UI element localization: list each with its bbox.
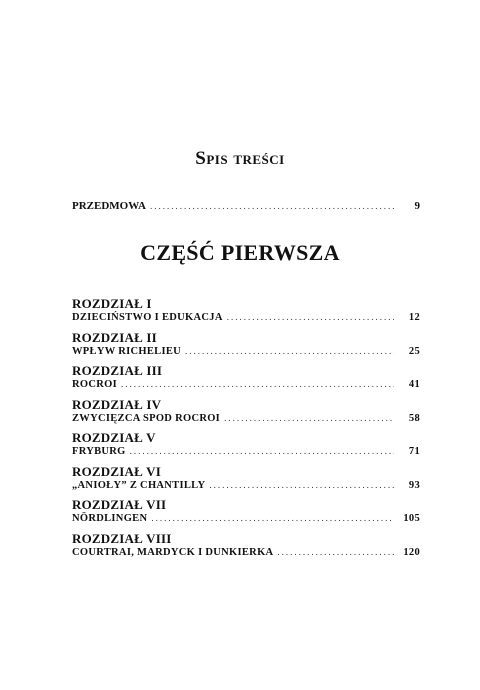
- chapter-number: ROZDZIAŁ VI: [72, 463, 162, 479]
- chapter-page-number: 120: [403, 546, 420, 558]
- chapter-line: [72, 378, 420, 391]
- chapter-title: ROCROI: [72, 379, 117, 390]
- chapter-line: [72, 479, 420, 492]
- part-title: CZĘŚĆ PIERWSZA: [140, 240, 340, 265]
- chapter-page-number: 71: [408, 446, 420, 457]
- chapter-page-number: 12: [408, 312, 420, 323]
- dot-leader: [277, 546, 394, 559]
- chapter-entry: [72, 464, 420, 498]
- chapter-entry: [72, 531, 420, 565]
- chapter-entry: [72, 330, 420, 364]
- chapter-number: ROZDZIAŁ I: [72, 296, 152, 311]
- preface-page-number: 9: [414, 200, 420, 212]
- chapter-entry: [72, 296, 420, 330]
- chapter-title: FRYBURG: [72, 446, 126, 457]
- preface-title: PRZEDMOWA: [72, 200, 146, 212]
- chapter-title: COURTRAI, MARDYCK I DUNKIERKA: [72, 546, 274, 558]
- dot-leader: [185, 345, 394, 358]
- chapter-number: ROZDZIAŁ III: [72, 363, 163, 378]
- chapter-line: [72, 512, 420, 525]
- toc-entry-preface: [72, 200, 420, 212]
- chapter-page-number: 25: [408, 345, 420, 357]
- chapter-entry: [72, 363, 420, 397]
- dot-leader: [227, 311, 394, 324]
- dot-leader: [209, 479, 394, 492]
- chapter-line: [72, 445, 420, 458]
- chapter-number: ROZDZIAŁ V: [72, 430, 156, 445]
- chapter-line: [72, 345, 420, 358]
- chapter-page-number: 58: [408, 412, 420, 424]
- chapter-entry: [72, 497, 420, 531]
- chapter-line: [72, 546, 420, 559]
- chapter-page-number: 105: [403, 513, 420, 524]
- chapter-number: ROZDZIAŁ II: [72, 329, 157, 345]
- chapter-page-number: 41: [408, 379, 420, 390]
- chapter-number: ROZDZIAŁ IV: [72, 396, 162, 412]
- chapter-title: „ANIOŁY” Z CHANTILLY: [72, 479, 206, 491]
- chapter-line: [72, 412, 420, 425]
- chapter-line: [72, 311, 420, 324]
- dot-leader: [224, 412, 394, 425]
- chapter-page-number: 93: [408, 479, 420, 491]
- chapter-number: ROZDZIAŁ VII: [72, 497, 167, 512]
- dot-leader: [121, 378, 394, 391]
- chapter-title: ZWYCIĘZCA SPOD ROCROI: [72, 412, 221, 424]
- chapter-title: DZIECIŃSTWO I EDUKACJA: [72, 312, 223, 323]
- chapter-entry: [72, 397, 420, 431]
- chapter-entry: [72, 430, 420, 464]
- chapter-title: NÖRDLINGEN: [72, 513, 148, 524]
- table-of-contents-title: Spis treści: [195, 148, 285, 169]
- dot-leader: [130, 445, 394, 458]
- chapter-list: [72, 296, 420, 564]
- chapter-number: ROZDZIAŁ VIII: [72, 530, 172, 546]
- dot-leader: [150, 201, 394, 211]
- chapter-title: WPŁYW RICHELIEU: [72, 345, 182, 357]
- dot-leader: [151, 512, 394, 525]
